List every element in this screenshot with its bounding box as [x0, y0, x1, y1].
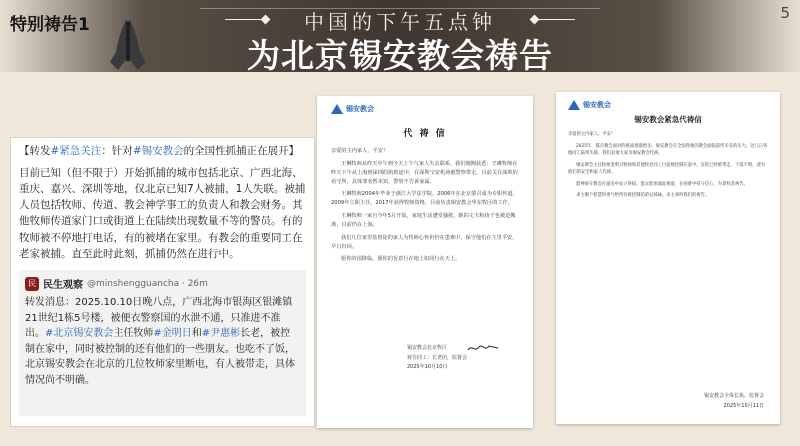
letter-title: 锡安教会紧急代祷信 [634, 115, 702, 124]
letter-signature-block [704, 392, 764, 411]
author-handle: @minshengguancha · 26m [87, 278, 208, 289]
letter-signature-block [407, 344, 467, 373]
signature-date: 2025年10月11日 [723, 402, 764, 409]
letter-paragraph: 王琳牧师一家自今年5月开始，家庭生活遭受骚扰，她的丈夫和孩子也被迫搬离，目前仍在上海。 [331, 213, 516, 228]
signature-org: 锡安教会全体长执、监督会 [703, 393, 764, 399]
section-tag: 特别祷告1 [10, 15, 90, 35]
signature-org: 锡安教会北京牧区 [407, 345, 448, 351]
letter-title: 代 祷 信 [403, 129, 447, 139]
subtitle: 中国的下午五点钟 [304, 10, 496, 34]
page-title: 为北京锡安教会祷告 [247, 36, 553, 75]
hashtag-link[interactable]: #金明日 [153, 328, 192, 340]
quoted-text-part: 和 [191, 328, 202, 340]
quoted-author [25, 276, 300, 291]
signature-names: 祷告同工：长老团，监督会 [407, 354, 468, 361]
hashtag-link[interactable]: #尹惠彬 [201, 328, 241, 340]
signature-date: 2025年10月10日 [407, 364, 448, 370]
page-number: 5 [780, 4, 790, 22]
quoted-text-part: 转发消息：2025.10.10日晚八点，广西北海市银海区银滩镇21世纪1栋5号楼，被便衣警察国的水泄不通，只准进不准出。 [25, 297, 293, 340]
letter-body [568, 131, 768, 200]
social-post-card [10, 137, 315, 427]
church-logo-text: 锡安教会 [583, 101, 611, 109]
letter-paragraph: 愿你的国降临，愿你的旨意行在地上如同行在天上。 [341, 256, 461, 263]
letter-greeting: 亲爱的主内家人，平安！ [568, 132, 616, 137]
church-logo [568, 100, 768, 110]
hashtag-link[interactable]: #锡安教会 [132, 145, 184, 157]
letter-paragraph: 愿神保守教会在逼迫中站立得稳，愿众肢体彼此相爱，在困难中持守信心，为掌权者祷告。 [576, 181, 748, 187]
letter-paragraph: 锡安教会主任牧师金明日牧师和其他牧者同工目前被控制在家中，有的已经被带走，下落不明，请为他们的安全和家人代祷。 [568, 162, 766, 176]
praying-hands-icon [96, 14, 160, 78]
letter-paragraph: 王琳牧师2004年毕业于浙江大学法学院，2006年在北京蒙召成为专职传道，2009年立职主任，2017年获得牧师资格，目前负责锡安教会华东牧区的工作。 [331, 191, 518, 207]
urgent-prayer-letter [556, 92, 780, 424]
church-logo-icon [568, 100, 580, 110]
hashtag-link[interactable]: #北京锡安教会 [45, 328, 114, 340]
quoted-text-part: 长老，被控制在家中，同时被控制的还有他们的一些朋友。也吃不了饭，北京锡安教会在北京的几位牧师家里断电，有人被带走，具体情况尚不明确。 [25, 328, 295, 386]
post-mid: ：针对 [101, 145, 133, 157]
subtitle-rule-right [535, 19, 575, 20]
post-prefix: 【转发 [19, 145, 51, 157]
letter-greeting: 亲爱的主内家人，平安！ [331, 148, 389, 154]
letter-paragraph: 王琳牧师从昨天中午到今天上午与家人失去联系，我们刚刚获悉：王琳牧师在昨天下午从上海到深圳的航班途中，在深圳宝安机场被警察带走，目前关在深圳的看守所，具体罪名暂未知，警察不告诉家属。 [331, 160, 518, 185]
quoted-post[interactable] [19, 270, 306, 416]
quoted-text [25, 295, 300, 388]
letter-paragraph: 我们几位家里基督徒的家人为牧师心怀仍仍在患难中，保守他们在主里平安，早日归回。 [331, 234, 518, 250]
letter-paragraph: 2025年，都市教会面对的挑战逐渐增多，锡安教会在全国各地的教会面临前所未有的压力，这几日各地同工陆续失联，我们恳请大家为锡安教会代祷。 [568, 143, 768, 157]
letter-body [331, 147, 519, 264]
handwritten-signature [467, 342, 499, 354]
author-name[interactable]: 民生观察 [43, 280, 83, 292]
quoted-text-part: 主任牧师 [113, 328, 154, 340]
avatar[interactable]: 民 [25, 277, 39, 291]
subtitle-rule-left [225, 19, 265, 20]
post-body: 目前已知（但不限于）开始抓捕的城市包括北京、广西北海、重庆、嘉兴、深圳等地，仅北京已知7人被捕，1人失联。被捕人员包括牧师、传道、教会神学事工的负责人和教会财务。其他牧师传道家门口或街道上在陆续出现数量不等的警员。有的牧师被不停地打电话，有的被堵在家里。有教会的重要同工在老家被捕。直至此时此刻，抓捕仍然在进行中。 [19, 166, 306, 261]
church-logo-text: 锡安教会 [346, 105, 374, 113]
post-suffix: 的全国性抓捕正在展开】 [183, 145, 300, 157]
church-logo [331, 104, 519, 114]
prayer-letter [317, 96, 533, 428]
post-headline [11, 138, 314, 159]
church-logo-icon [331, 104, 343, 114]
letter-paragraph: 求主赐下智慧和勇气给所有被控制的弟兄姊妹，求主垂听我们的祷告。 [576, 193, 710, 199]
hashtag-link[interactable]: #紧急关注 [50, 145, 102, 157]
